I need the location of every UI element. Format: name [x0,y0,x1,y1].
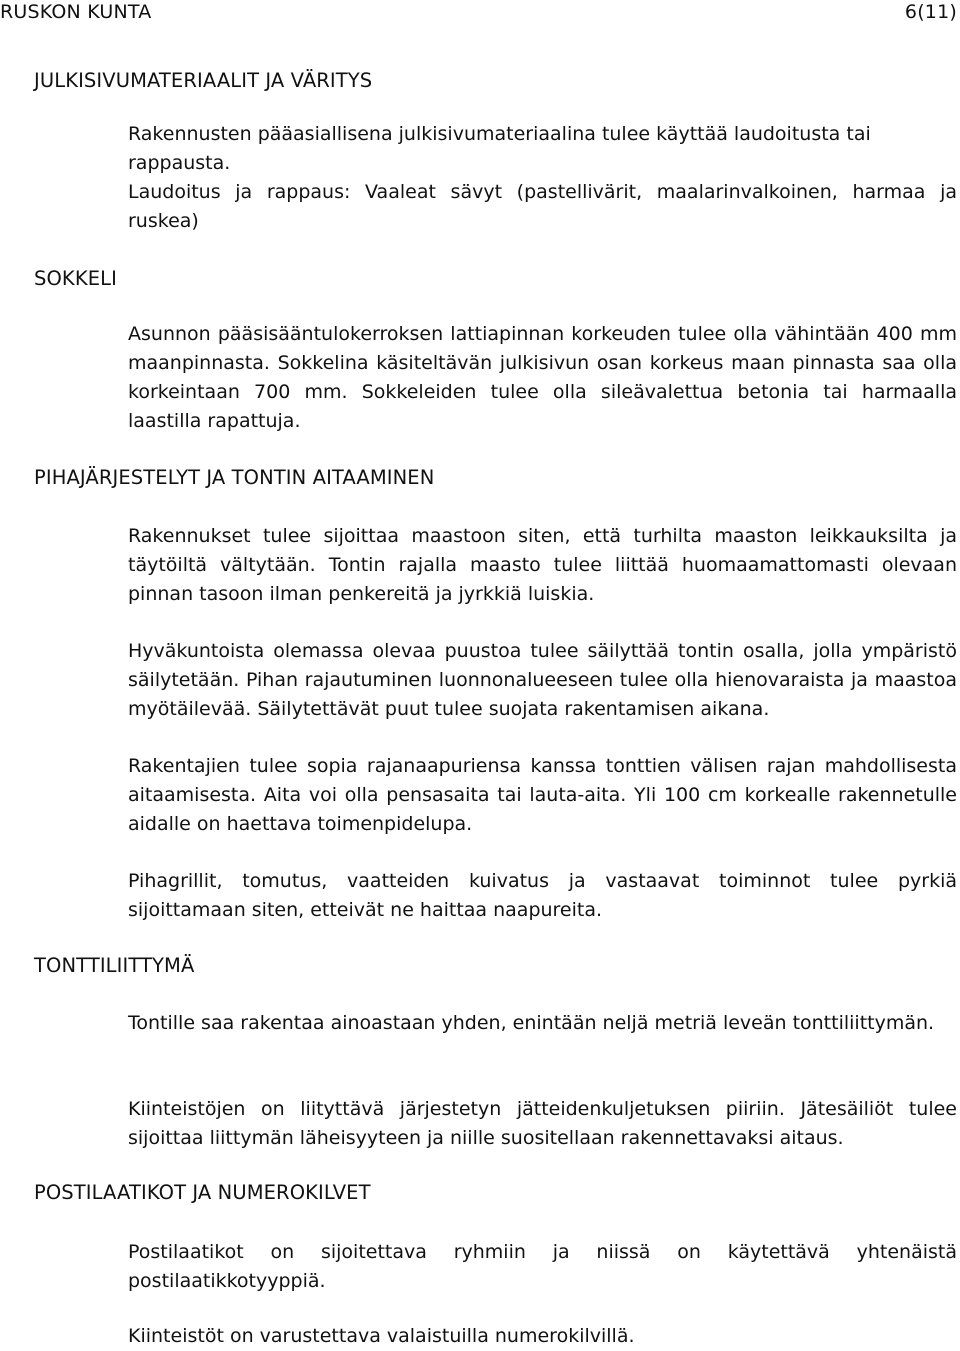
paragraph-house-numbers: Kiinteistöt on varustettava valaistuilla numerokilvillä. [128,1325,635,1347]
section-heading-facade: JULKISIVUMATERIAALIT JA VÄRITYS [34,69,373,92]
section-heading-access: TONTTILIITTYMÄ [34,954,195,977]
paragraph-mailboxes: Postilaatikot on sijoitettava ryhmiin ja niissä on käytettävä yhtenäistä postilaatikkotyyppiä. [128,1241,957,1292]
section-heading-mailboxes: POSTILAATIKOT JA NUMEROKILVET [34,1181,371,1204]
paragraph-facade-colors: Laudoitus ja rappaus: Vaaleat sävyt (pastellivärit, maalarinvalkoinen, harmaa ja ruskea) [128,181,957,232]
paragraph-yard-fencing: Rakentajien tulee sopia rajanaapuriensa kanssa tonttien välisen rajan mahdollisesta aitaamisesta. Aita voi olla pensasaita tai lauta-aita. Yli 100 cm korkealle rakennetulle aidalle on haettava toimenpidelupa. [128,755,957,835]
paragraph-access-width: Tontille saa rakentaa ainoastaan yhden, enintään neljä metriä leveän tonttiliittymän. [128,1012,935,1034]
paragraph-plinth: Asunnon pääsisääntulokerroksen lattiapinnan korkeuden tulee olla vähintään 400 mm maanpinnasta. Sokkelina käsiteltävän julkisivun osan korkeus maan pinnasta saa olla korkeintaan 700 mm. Sokkeleiden tulee olla sileävalettua betonia tai harmaalla laastilla rapattuja. [128,323,957,432]
paragraph-yard-placement: Rakennukset tulee sijoittaa maastoon siten, että turhilta maaston leikkauksilta ja täytöiltä vältytään. Tontin rajalla maasto tulee liittää huomaamattomasti olevaan pinnan tasoon ilman penkereitä ja jyrkkiä luiskia. [128,525,957,605]
section-heading-plinth: SOKKELI [34,267,117,290]
section-heading-yard: PIHAJÄRJESTELYT JA TONTIN AITAAMINEN [34,466,435,489]
paragraph-yard-activities: Pihagrillit, tomutus, vaatteiden kuivatus ja vastaavat toiminnot tulee pyrkiä sijoittamaan siten, etteivät ne haittaa naapureita. [128,870,957,921]
document-org-name: RUSKON KUNTA [0,1,152,23]
page-number: 6(11) [904,1,957,23]
paragraph-facade-material: Rakennusten pääasiallisena julkisivumateriaalina tulee käyttää laudoitusta tai rappausta. [128,123,871,174]
paragraph-access-waste: Kiinteistöjen on liityttävä järjestetyn jätteidenkuljetuksen piiriin. Jätesäiliöt tulee sijoittaa liittymän läheisyyteen ja niille suositellaan rakennettavaksi aitaus. [128,1098,957,1149]
paragraph-yard-trees: Hyväkuntoista olemassa olevaa puustoa tulee säilyttää tontin osalla, jolla ympäristö säilytetään. Pihan rajautuminen luonnonalueeseen tulee olla hienovaraista ja maastoa myötäilevää. Säilytettävät puut tulee suojata rakentamisen aikana. [128,640,957,720]
